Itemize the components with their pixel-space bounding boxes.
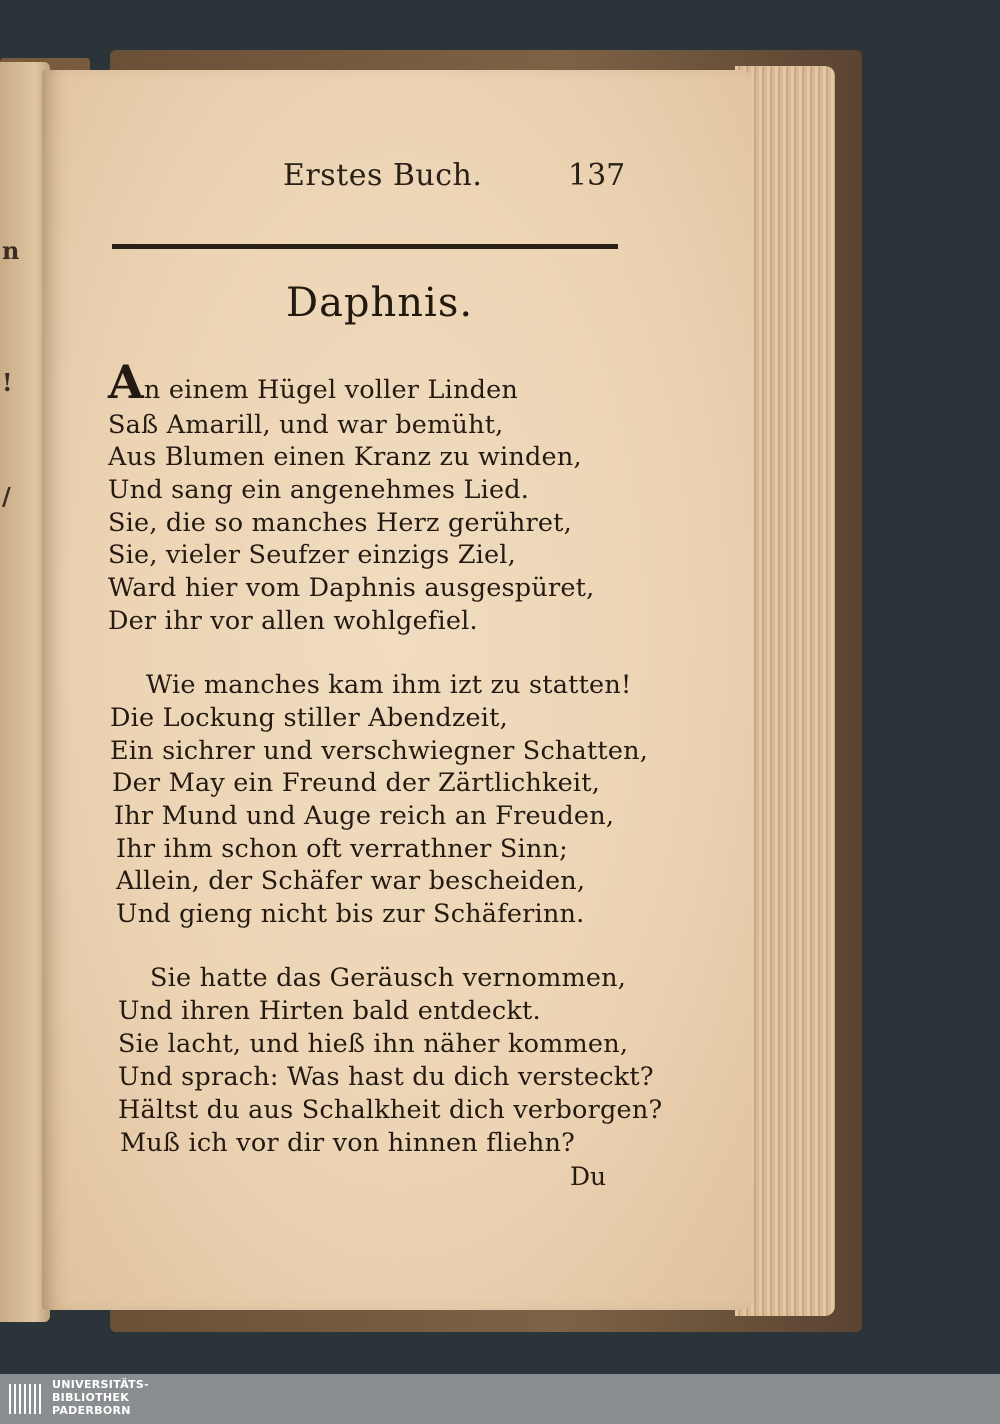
verse-line: Sie, die so manches Herz gerühret,: [108, 508, 572, 538]
running-head: Erstes Buch.: [283, 158, 483, 193]
left-page-fragment: n: [2, 236, 20, 265]
verse-line: Saß Amarill, und war bemüht,: [108, 410, 504, 440]
library-name-line: BIBLIOTHEK: [52, 1391, 130, 1404]
verse-line: Sie lacht, und hieß ihn näher kommen,: [118, 1029, 629, 1059]
verse-line: Die Lockung stiller Abendzeit,: [110, 703, 508, 733]
page-number: 137: [568, 158, 626, 193]
verse-line: Der ihr vor allen wohlgefiel.: [108, 606, 478, 636]
verse-line: Ein sichrer und verschwiegner Schatten,: [110, 736, 649, 766]
poem-title: Daphnis.: [286, 280, 474, 326]
verse-line: Hältst du aus Schalkheit dich verborgen?: [118, 1095, 663, 1125]
verse-line-first: [108, 355, 519, 409]
verse-line: Allein, der Schäfer war bescheiden,: [116, 866, 586, 896]
verse-line: Sie, vieler Seufzer einzigs Ziel,: [108, 540, 516, 570]
verse-line: Sie hatte das Geräusch vernommen,: [150, 963, 627, 993]
library-logo-icon: [6, 1380, 46, 1418]
verse-line: Und gieng nicht bis zur Schäferinn.: [116, 899, 585, 929]
left-page-fragment: /: [2, 482, 11, 511]
verse-line: Muß ich vor dir von hinnen fliehn?: [120, 1128, 575, 1158]
library-name-line: PADERBORN: [52, 1404, 131, 1417]
verse-line: Ihr Mund und Auge reich an Freuden,: [114, 801, 615, 831]
first-line-text: n einem Hügel voller Linden: [143, 375, 519, 405]
verse-line: Und sang ein angenehmes Lied.: [108, 475, 530, 505]
verse-line: Der May ein Freund der Zärtlichkeit,: [112, 768, 601, 798]
verse-line: Ihr ihm schon oft verrathner Sinn;: [116, 834, 568, 864]
verse-line: Aus Blumen einen Kranz zu winden,: [108, 442, 582, 472]
verse-line: Wie manches kam ihm izt zu statten!: [146, 670, 632, 700]
drop-initial: A: [108, 355, 144, 409]
catchword: Du: [570, 1162, 607, 1191]
library-footer: [0, 1374, 1000, 1424]
library-name: [52, 1378, 149, 1417]
verse-line: Und sprach: Was hast du dich versteckt?: [118, 1062, 654, 1092]
header-rule: [112, 244, 618, 249]
verse-line: Ward hier vom Daphnis ausgespüret,: [108, 573, 595, 603]
library-name-line: UNIVERSITÄTS-: [52, 1378, 149, 1391]
verse-line: Und ihren Hirten bald entdeckt.: [118, 996, 541, 1026]
left-page-fragment: !: [2, 368, 13, 397]
